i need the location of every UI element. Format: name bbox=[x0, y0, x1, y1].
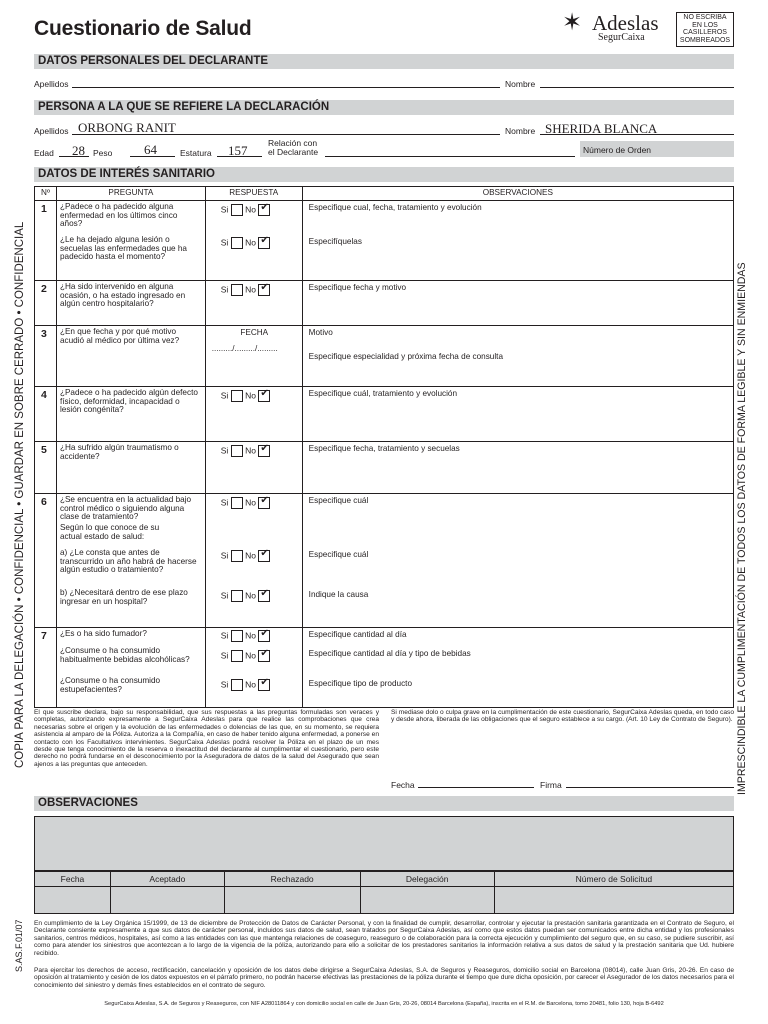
question-number: 7 bbox=[35, 628, 57, 708]
observation-prompt: Indique la causa bbox=[308, 590, 369, 599]
no-label: No bbox=[245, 650, 256, 661]
no-checkbox[interactable] bbox=[258, 550, 270, 562]
answer-group bbox=[221, 237, 271, 249]
observation-prompt: Especifique fecha y motivo bbox=[308, 283, 407, 292]
no-label: No bbox=[245, 630, 256, 641]
si-checkbox[interactable] bbox=[231, 390, 243, 402]
no-checkbox[interactable] bbox=[258, 650, 270, 662]
si-label: Si bbox=[220, 390, 229, 401]
numero-orden-field bbox=[580, 141, 734, 157]
no-checkbox[interactable] bbox=[258, 590, 270, 602]
estatura-label: Estatura bbox=[180, 148, 212, 158]
si-checkbox[interactable] bbox=[231, 284, 243, 296]
si-label: Si bbox=[220, 497, 229, 508]
relacion-label bbox=[268, 139, 318, 157]
si-checkbox[interactable] bbox=[231, 679, 243, 691]
section-header-persona: PERSONA A LA QUE SE REFIERE LA DECLARACIÓN bbox=[34, 100, 734, 115]
no-checkbox[interactable] bbox=[258, 679, 270, 691]
cell-delegacion bbox=[360, 887, 494, 914]
fecha-label: Fecha bbox=[391, 780, 415, 790]
declarante-apellidos-field[interactable] bbox=[72, 79, 500, 88]
si-checkbox[interactable] bbox=[231, 590, 243, 602]
observation-prompt: Motivo bbox=[308, 328, 333, 337]
observation-prompt: Especifique cuál bbox=[308, 550, 369, 559]
question-row bbox=[35, 494, 734, 628]
relacion-label-line: Relación con bbox=[268, 138, 318, 148]
question-row bbox=[35, 201, 734, 281]
question-row bbox=[35, 281, 734, 326]
no-label: No bbox=[245, 390, 256, 401]
no-escriba-line: SOMBREADOS bbox=[679, 36, 731, 44]
question-row bbox=[35, 442, 734, 494]
question-text: ¿Padece o ha padecido algún defecto físico, deformidad, incapacidad o lesión congénita? bbox=[59, 388, 198, 414]
declaration-text: El que suscribe declara, bajo su responsabilidad, que sus respuestas a las preguntas formuladas son veraces y completas, autorizando expresamente a SegurCaixa Adeslas para que realice las comprobaciones que crea necesarias sobre el origen y la evolución de las enfermedades o dolencias de las que, en su momento, se requiera asistencia al amparo de la Póliza. Autoriza a la Compañía, en caso de haber tenido alguna enfermedad, a ponerse en contacto con los Facultativos intervinientes. SegurCaixa Adeslas podrá resolver la Póliza en el plazo de un mes desde que tenga conocimiento de la reserva o inexactitud del declarante al cumplimentar el cuestionario, pero este derecho no podrá fundarse en el desconocimiento por la Aseguradora de datos de la salud del Asegurado que sean ajenos a las preguntas que anteceden. bbox=[34, 709, 379, 768]
question-text: b) ¿Necesitará dentro de ese plazo ingresar en un hospital? bbox=[59, 588, 188, 606]
si-label: Si bbox=[220, 204, 229, 215]
cell-fecha bbox=[35, 887, 111, 914]
question-number: 3 bbox=[35, 326, 57, 387]
si-label: Si bbox=[220, 650, 229, 661]
question-row bbox=[35, 628, 734, 708]
observation-prompt: Especifique cual, fecha, tratamiento y evolución bbox=[308, 203, 482, 212]
question-text: ¿Es o ha sido fumador? bbox=[59, 629, 147, 638]
no-label: No bbox=[245, 445, 256, 456]
answer-group bbox=[221, 630, 271, 642]
si-checkbox[interactable] bbox=[231, 445, 243, 457]
fecha-field[interactable]: ........./........./......... bbox=[211, 344, 278, 353]
question-row bbox=[35, 387, 734, 442]
observation-prompt: Especifique tipo de producto bbox=[308, 679, 412, 688]
si-checkbox[interactable] bbox=[231, 204, 243, 216]
question-number: 4 bbox=[35, 387, 57, 442]
no-label: No bbox=[245, 284, 256, 295]
peso-label: Peso bbox=[93, 148, 113, 158]
cell-rechazado bbox=[224, 887, 360, 914]
health-questionnaire-table bbox=[34, 186, 734, 708]
peso-value: 64 bbox=[144, 142, 157, 157]
fecha-label: FECHA bbox=[240, 328, 269, 337]
no-label: No bbox=[245, 204, 256, 215]
observation-prompt: Especifique cuál bbox=[308, 496, 369, 505]
company-footer: SegurCaixa Adeslas, S.A. de Seguros y Reaseguros, con NIF A28011864 y con domicilio social en calle de Juan Gris, 20-26, 08014 Barcelona (España), inscrita en el R.M. de Barcelona, tomo 20481, folio 130, hoja B-6492 bbox=[104, 1001, 664, 1007]
observation-prompt: Especifique fecha, tratamiento y secuelas bbox=[308, 444, 460, 453]
no-label: No bbox=[245, 237, 256, 248]
si-label: Si bbox=[220, 550, 229, 561]
answer-group bbox=[221, 204, 271, 216]
section-header-observaciones: OBSERVACIONES bbox=[34, 796, 734, 811]
no-escriba-line: NO ESCRIBA bbox=[683, 14, 727, 21]
estatura-value: 157 bbox=[228, 143, 248, 158]
si-label: Si bbox=[220, 590, 229, 601]
question-number: 1 bbox=[35, 201, 57, 281]
office-use-table bbox=[34, 871, 734, 914]
firma-label: Firma bbox=[540, 780, 562, 790]
answer-group bbox=[221, 550, 271, 562]
declarante-nombre-field[interactable] bbox=[540, 79, 734, 88]
no-checkbox[interactable] bbox=[258, 445, 270, 457]
question-text: a) ¿Le consta que antes de transcurrido un año habrá de hacerse algún estudio o tratamiento? bbox=[59, 548, 197, 574]
no-escriba-box bbox=[676, 12, 734, 47]
fecha-firma-field[interactable] bbox=[418, 779, 534, 788]
no-checkbox[interactable] bbox=[258, 237, 270, 249]
no-checkbox[interactable] bbox=[258, 497, 270, 509]
si-checkbox[interactable] bbox=[231, 630, 243, 642]
answer-group bbox=[221, 390, 271, 402]
si-checkbox[interactable] bbox=[231, 497, 243, 509]
question-text: ¿Ha sido intervenido en alguna ocasión, o ha estado ingresado en algún centro hospitalario? bbox=[59, 282, 186, 308]
col-numero-solicitud: Número de Solicitud bbox=[494, 872, 733, 887]
col-aceptado: Aceptado bbox=[110, 872, 224, 887]
question-text: ¿Le ha dejado alguna lesión o secuelas las enfermedades que ha padecido hasta el momento? bbox=[59, 235, 187, 261]
section-header-sanitario: DATOS DE INTERÉS SANITARIO bbox=[34, 167, 734, 182]
observaciones-field bbox=[34, 816, 734, 871]
si-label: Si bbox=[220, 679, 229, 690]
question-number: 6 bbox=[35, 494, 57, 628]
si-label: Si bbox=[220, 237, 229, 248]
nombre-label: Nombre bbox=[505, 126, 536, 136]
relacion-label-line: el Declarante bbox=[268, 147, 319, 157]
section-header-personal: DATOS PERSONALES DEL DECLARANTE bbox=[34, 54, 734, 69]
question-text: ¿Padece o ha padecido alguna enfermedad en los últimos cinco años? bbox=[59, 202, 178, 228]
answer-group bbox=[221, 650, 271, 662]
question-number: 5 bbox=[35, 442, 57, 494]
cell-aceptado bbox=[110, 887, 224, 914]
persona-nombre-value: SHERIDA BLANCA bbox=[545, 121, 658, 136]
edad-label: Edad bbox=[34, 148, 54, 158]
si-label: Si bbox=[220, 445, 229, 456]
question-text: ¿Se encuentra en la actualidad bajo control médico o siguiendo alguna clase de tratamiento? bbox=[59, 495, 192, 521]
no-label: No bbox=[245, 497, 256, 508]
col-header-respuesta: RESPUESTA bbox=[205, 187, 302, 201]
col-header-num: Nº bbox=[35, 187, 57, 201]
logo-name: Adeslas bbox=[592, 11, 659, 35]
answer-group bbox=[221, 284, 271, 296]
question-row bbox=[35, 326, 734, 387]
col-header-observaciones: OBSERVACIONES bbox=[302, 187, 733, 201]
side-text-left: COPIA PARA LA DELEGACIÓN • CONFIDENCIAL • GUARDAR EN SOBRE CERRADO • CONFIDENCIAL bbox=[14, 221, 26, 768]
answer-group bbox=[221, 679, 271, 691]
col-rechazado: Rechazado bbox=[224, 872, 360, 887]
si-checkbox[interactable] bbox=[231, 650, 243, 662]
answer-group bbox=[221, 445, 271, 457]
edad-value: 28 bbox=[72, 143, 85, 158]
si-checkbox[interactable] bbox=[231, 550, 243, 562]
question-text: ¿Consume o ha consumido estupefacientes? bbox=[59, 676, 161, 694]
question-text: ¿Consume o ha consumido habitualmente bebidas alcohólicas? bbox=[59, 646, 190, 664]
observation-prompt: Especifíquelas bbox=[308, 237, 362, 246]
observation-prompt: Especifique especialidad y próxima fecha de consulta bbox=[308, 352, 504, 361]
col-header-pregunta: PREGUNTA bbox=[56, 187, 205, 201]
adeslas-logo bbox=[562, 11, 672, 45]
page-title: Cuestionario de Salud bbox=[34, 17, 252, 40]
col-fecha: Fecha bbox=[35, 872, 111, 887]
col-delegacion: Delegación bbox=[360, 872, 494, 887]
si-label: Si bbox=[220, 284, 229, 295]
persona-apellidos-value: ORBONG RANIT bbox=[78, 120, 176, 135]
legal-paragraph: En cumplimiento de la Ley Orgánica 15/1999, de 13 de diciembre de Protección de Datos de Carácter Personal, y con la finalidad de cumplir, desarrollar, controlar y ejecutar la prestación sanitaria garantizada en el Contrato de Seguro, el Declarante consiente expresamente a que sus datos de carácter personal, incluidos sus datos de salud, sean tratados por SegurCaixa Adeslas, así como que estos datos puedan ser comunicados entre dicha entidad y los profesionales sanitarios, centros médicos, hospitales, así como a las entidades con las que mantenga relaciones de coaseguro, reaseguro o de colaboración para la correcta ejecución y cumplimiento del seguro que, en su caso, se pudiere suscribir, así como para atender los siniestros que acontezcan a lo largo de la vigencia de la póliza, autorizando para ello a solicitar de los prestadores sanitarios la información relativa a sus datos de salud y la prestación sanitaria que Ud. hubiere recibido. bbox=[34, 920, 734, 957]
question-text: ¿Ha sufrido algún traumatismo o accidente? bbox=[59, 443, 179, 461]
answer-group bbox=[221, 497, 271, 509]
logo-subtitle: SegurCaixa bbox=[598, 32, 645, 43]
observation-prompt: Especifique cuál, tratamiento y evolución bbox=[308, 389, 458, 398]
no-checkbox[interactable] bbox=[258, 204, 270, 216]
no-escriba-line: EN LOS bbox=[692, 21, 718, 29]
no-label: No bbox=[245, 590, 256, 601]
si-checkbox[interactable] bbox=[231, 237, 243, 249]
no-checkbox[interactable] bbox=[258, 630, 270, 642]
star-logo-icon: ✶ bbox=[562, 9, 583, 36]
side-text-right: IMPRESCINDIBLE LA CUMPLIMENTACIÓN DE TODOS LOS DATOS DE FORMA LEGIBLE Y SIN ENMIENDAS bbox=[736, 262, 748, 795]
no-escriba-line: CASILLEROS bbox=[683, 29, 727, 36]
legal-paragraph: Para ejercitar los derechos de acceso, rectificación, cancelación y oposición de los datos debe dirigirse a SegurCaixa Adeslas, S.A. de Seguros y Reaseguros, domicilio social en Barcelona (08014), calle Juan Gris, 20-26. En caso de oposición al tratamiento y cesión de los datos expuestos en el párrafo primero, no podrán hacerse efectivas las prestaciones de la póliza durante el tiempo que dure dicha oposición, por carecer el Asegurador de los datos necesarios para el conocimiento del siniestro y demás fines establecidos en el contrato de seguro. bbox=[34, 967, 734, 989]
question-intro: Según lo que conoce de su actual estado de salud: bbox=[59, 523, 160, 541]
nombre-label: Nombre bbox=[505, 79, 536, 89]
firma-field[interactable] bbox=[566, 779, 734, 788]
no-checkbox[interactable] bbox=[258, 284, 270, 296]
question-text: ¿En que fecha y por qué motivo acudió al médico por última vez? bbox=[59, 327, 180, 345]
form-code: S.AS.F.01/07 bbox=[14, 919, 24, 972]
si-label: Si bbox=[220, 630, 229, 641]
no-label: No bbox=[245, 679, 256, 690]
question-number: 2 bbox=[35, 281, 57, 326]
cell-numero-solicitud bbox=[494, 887, 733, 914]
observation-prompt: Especifique cantidad al día y tipo de bebidas bbox=[308, 649, 471, 658]
declaration-dolo-text: Si mediase dolo o culpa grave en la cumplimentación de este cuestionario, SegurCaixa Adeslas queda, en todo caso y desde ahora, liberada de las obligaciones que el seguro establece a su cargo. (Art. 10 Ley de Contrato de Seguro). bbox=[391, 709, 734, 724]
apellidos-label: Apellidos bbox=[34, 126, 69, 136]
no-checkbox[interactable] bbox=[258, 390, 270, 402]
observation-prompt: Especifique cantidad al día bbox=[308, 630, 407, 639]
answer-group bbox=[221, 590, 271, 602]
relacion-field[interactable] bbox=[325, 147, 575, 157]
numero-orden-label: Número de Orden bbox=[583, 145, 652, 155]
no-label: No bbox=[245, 550, 256, 561]
apellidos-label: Apellidos bbox=[34, 79, 69, 89]
